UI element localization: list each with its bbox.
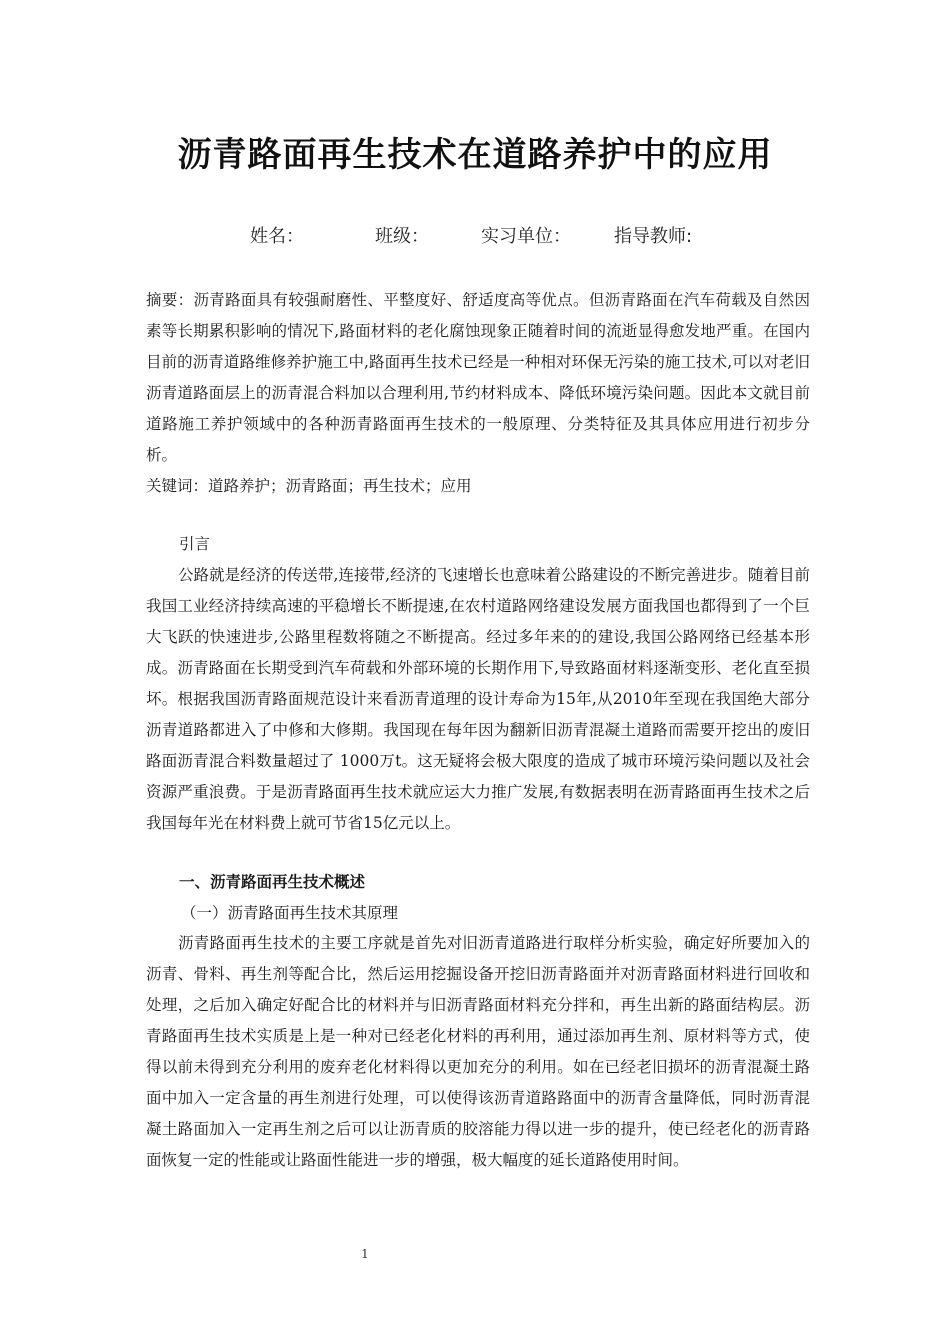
section1-subheading: （一）沥青路面再生技术其原理 xyxy=(181,904,399,922)
class-label: 班级： xyxy=(375,226,429,247)
intro-paragraph: 公路就是经济的传送带,连接带,经济的飞速增长也意味着公路建设的不断完善进步。随着目前我国工业经济持续高速的平稳增长不断提速,在农村道路网络建设发展方面我国也都得到了一个巨大飞跃的快速进步,公路里程数将随之不断提高。经过多年来的的建设,我国公路网络已经基本形成。沥青路面在长期受到汽车荷载和外部环境的长期作用下,导致路面材料逐渐变形、老化直至损坏。根据我国沥青路面规范设计来看沥青道理的设计寿命为15年,从2010年至现在我国绝大部分沥青道路都进入了中修和大修期。我国现在每年因为翻新旧沥青混凝土道路而需要开挖出的废旧路面沥青混合料数量超过了 1000万t。这无疑将会极大限度的造成了城市环境污染问题以及社会资源严重浪费。于是沥青路面再生技术就应运大力推广发展,有数据表明在沥青路面再生技术之后我国每年光在材料费上就可节省15亿元以上。 xyxy=(146,566,810,832)
unit-label: 实习单位： xyxy=(481,226,571,247)
teacher-label: 指导教师: xyxy=(614,226,693,247)
keywords-line: 关键词：道路养护；沥青路面；再生技术；应用 xyxy=(146,477,472,495)
section1-paragraph: 沥青路面再生技术的主要工序就是首先对旧沥青道路进行取样分析实验，确定好所要加入的沥青、骨料、再生剂等配合比，然后运用挖掘设备开挖旧沥青路面并对沥青路面材料进行回收和处理，之后加入确定好配合比的材料并与旧沥青路面材料充分拌和，再生出新的路面结构层。沥青路面再生技术实质是上是一种对已经老化材料的再利用，通过添加再生剂、原材料等方式，使得以前未得到充分利用的废弃老化材料得以更加充分的利用。如在已经老旧损坏的沥青混凝土路面中加入一定含量的再生剂进行处理，可以使得该沥青道路路面中的沥青含量降低，同时沥青混凝土路面加入一定再生剂之后可以让沥青质的胶溶能力得以进一步的提升，使已经老化的沥青路面恢复一定的性能或让路面性能进一步的增强，极大幅度的延长道路使用时间。 xyxy=(146,934,810,1169)
page-number: 1 xyxy=(361,1247,369,1261)
section1-heading: 一、沥青路面再生技术概述 xyxy=(179,873,366,891)
name-label: 姓名： xyxy=(250,226,304,247)
page-title: 沥青路面再生技术在道路养护中的应用 xyxy=(177,135,773,175)
abstract-paragraph: 摘要：沥青路面具有较强耐磨性、平整度好、舒适度高等优点。但沥青路面在汽车荷载及自然因素等长期累积影响的情况下,路面材料的老化腐蚀现象正随着时间的流逝显得愈发地严重。在国内目前的沥青道路维修养护施工中,路面再生技术已经是一种相对环保无污染的施工技术,可以对老旧沥青道路面层上的沥青混合料加以合理利用,节约材料成本、降低环境污染问题。因此本文就目前道路施工养护领域中的各种沥青路面再生技术的一般原理、分类特征及其具体应用进行初步分析。 xyxy=(146,291,810,464)
intro-heading: 引言 xyxy=(179,535,211,553)
